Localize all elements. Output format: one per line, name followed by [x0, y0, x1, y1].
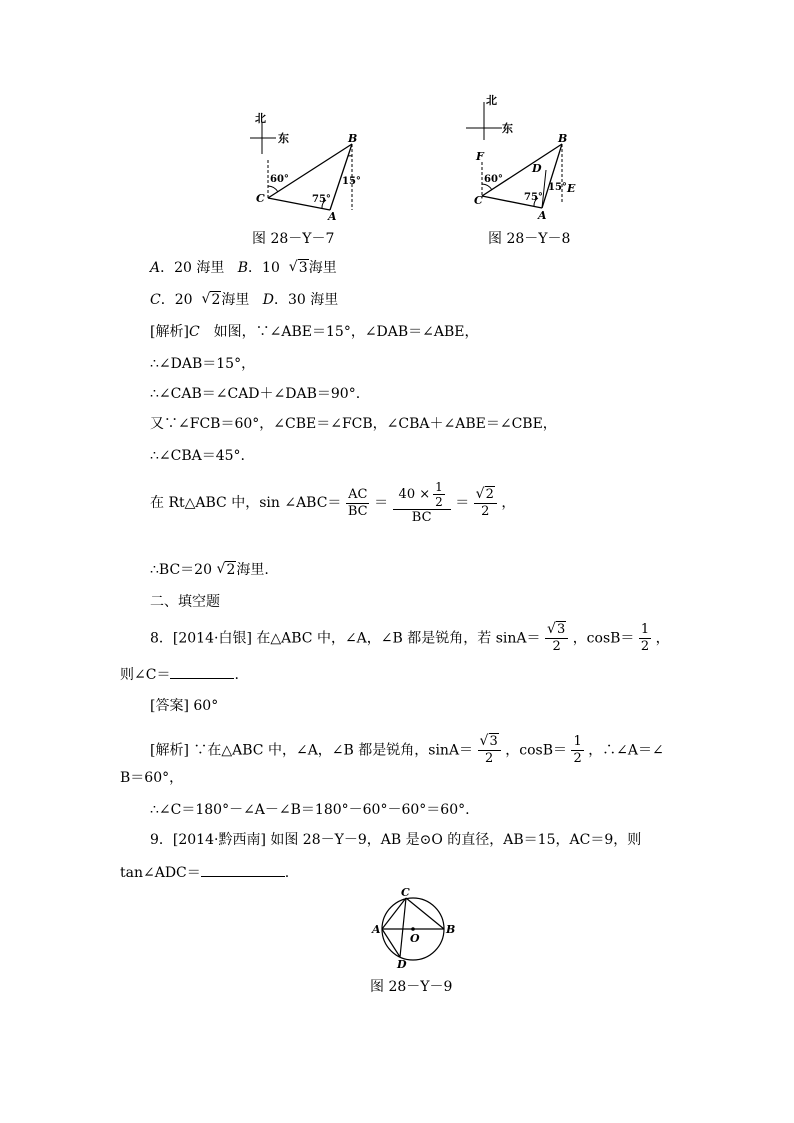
option-a-letter: A [150, 260, 161, 276]
fig7-north: 北 [255, 112, 266, 125]
q9-answer-blank[interactable] [201, 862, 285, 877]
fraction-sqrt2-2: √ $\frac{2}{2}$ [474, 487, 497, 520]
fig8-label-d: D [532, 162, 542, 175]
q8-analysis-line1 [150, 734, 664, 767]
figure-28-y-7 [240, 110, 370, 225]
q9-stem-line2 [120, 862, 289, 883]
q7-options-row2 [150, 290, 338, 310]
q8-analysis-line3: ∴∠C＝180°－∠A－∠B＝180°－60°－60°＝60°. [150, 802, 470, 818]
fig7-label-c: C [256, 192, 265, 205]
fig7-caption: 图 28－Y－7 [252, 231, 335, 247]
q8-period: . [234, 667, 239, 683]
fig9-label-a: A [372, 923, 381, 936]
fig7-label-a: A [328, 210, 337, 223]
q7-analysis-line2: ∴∠DAB＝15°， [150, 356, 256, 372]
equals-2: ＝ [455, 495, 470, 511]
q8-sina-fraction: √ $\frac{3}{2}$ [545, 622, 568, 655]
q7-analysis-line5: ∴∠CBA＝45°. [150, 448, 246, 464]
option-c-letter: C [150, 292, 161, 308]
q8-stem-c: ， [655, 630, 670, 647]
rt-prefix: 在 Rt△ABC 中，sin ∠ABC＝ [150, 495, 342, 511]
q9-period: . [284, 865, 290, 881]
fig8-label-f: F [476, 150, 484, 163]
fig8-north: 北 [486, 94, 497, 107]
fig9-label-o: O [410, 932, 420, 945]
q8-analysis-a: [解析] ∵在△ABC 中，∠A，∠B 都是锐角，sinA＝ [150, 742, 474, 759]
bc-sqrt: √ 2 [216, 560, 236, 580]
fig7-angle-75: 75° [312, 194, 331, 205]
q8-stem-b: ，cosB＝ [572, 630, 635, 647]
q8-stem-line1 [150, 622, 670, 655]
fraction-40-half-bc: 40 × $\frac{1}{2}$ BC [393, 480, 451, 526]
option-b-letter: B [237, 260, 249, 276]
formula-comma: ， [501, 495, 516, 511]
answer-tag: [答案] [150, 698, 189, 714]
analysis-answer: C [188, 324, 200, 340]
fig7-angle-15: 15° [342, 176, 361, 187]
fig7-angle-60: 60° [270, 174, 289, 185]
q8-analysis-cos-fraction: $\frac{1}{2}$ [573, 734, 582, 766]
analysis-text-1: 如图，∵∠ABE＝15°，∠DAB＝∠ABE， [199, 324, 479, 340]
fig9-label-d: D [397, 958, 407, 970]
equals-1: ＝ [374, 495, 389, 511]
q7-options-row1 [150, 258, 337, 278]
fig7-label-b: B [348, 132, 358, 145]
q8-cosb-fraction: $\frac{1}{2}$ [640, 622, 650, 654]
fig8-angle-15: 15° [548, 182, 567, 193]
q7-sin-formula [150, 480, 515, 526]
q8-analysis-sin-fraction: √ $\frac{3}{2}$ [478, 734, 501, 767]
fig9-label-b: B [446, 923, 456, 936]
q8-answer-blank[interactable] [170, 664, 234, 679]
fig8-east: 东 [502, 122, 513, 135]
option-c-sqrt: √ 2 [201, 290, 221, 310]
option-c-unit: 海里 [221, 292, 250, 308]
fraction-ac-bc: $\frac{AC}{BC}$ [347, 486, 368, 519]
q8-analysis-b: ，cosB＝ [505, 742, 567, 759]
option-c-prefix: ．20 [160, 292, 193, 308]
option-b-unit: 海里 [308, 260, 337, 276]
option-b-prefix: ．10 [248, 260, 280, 276]
option-a-text: ．20 海里 [160, 260, 225, 276]
answer-value: 60° [193, 698, 219, 714]
option-d-text: ．30 海里 [273, 292, 339, 308]
fig9-caption: 图 28－Y－9 [370, 979, 453, 995]
fig8-caption: 图 28－Y－8 [488, 231, 571, 247]
q9-stem-line1: 9．[2014·黔西南] 如图 28－Y－9，AB 是⊙O 的直径，AB＝15，AC＝9，则 [150, 832, 642, 848]
bc-prefix: ∴BC＝20 [150, 562, 212, 578]
q8-stem-a: 8．[2014·白银] 在△ABC 中，∠A，∠B 都是锐角，若 sinA＝ [150, 630, 541, 647]
section-title: 二、填空题 [150, 594, 220, 610]
fig8-label-a: A [538, 209, 547, 222]
fig8-angle-75: 75° [524, 192, 543, 203]
q7-bc-result [150, 560, 269, 580]
option-d-letter: D [262, 292, 274, 308]
fraction-half: $\frac{1}{2}$ [435, 480, 443, 509]
fig7-east: 东 [278, 132, 289, 145]
fig9-label-c: C [401, 886, 410, 899]
figure-28-y-9 [370, 886, 460, 970]
figure-28-y-8 [462, 92, 592, 225]
q8-stem-line2 [120, 664, 239, 685]
q8-answer-line [150, 696, 218, 716]
fig8-angle-60: 60° [484, 174, 503, 185]
bc-unit: 海里. [236, 562, 269, 578]
fig8-label-c: C [474, 194, 483, 207]
option-b-sqrt: √ 3 [289, 258, 309, 278]
analysis-tag: [解析] [150, 324, 189, 340]
q8-then-c: 则∠C＝ [120, 667, 171, 683]
fig8-label-e: E [567, 182, 576, 195]
q7-analysis-line4: 又∵∠FCB＝60°，∠CBE＝∠FCB，∠CBA＋∠ABE＝∠CBE， [150, 416, 557, 432]
q9-tan-adc: tan∠ADC＝ [120, 865, 201, 881]
q8-analysis-c: ，∴∠A＝∠ [588, 742, 664, 759]
q8-analysis-line2: B＝60°， [120, 770, 184, 786]
fig8-label-b: B [558, 132, 568, 145]
q7-analysis-line1 [150, 322, 479, 342]
q7-analysis-line3: ∴∠CAB＝∠CAD＋∠DAB＝90°. [150, 386, 361, 402]
